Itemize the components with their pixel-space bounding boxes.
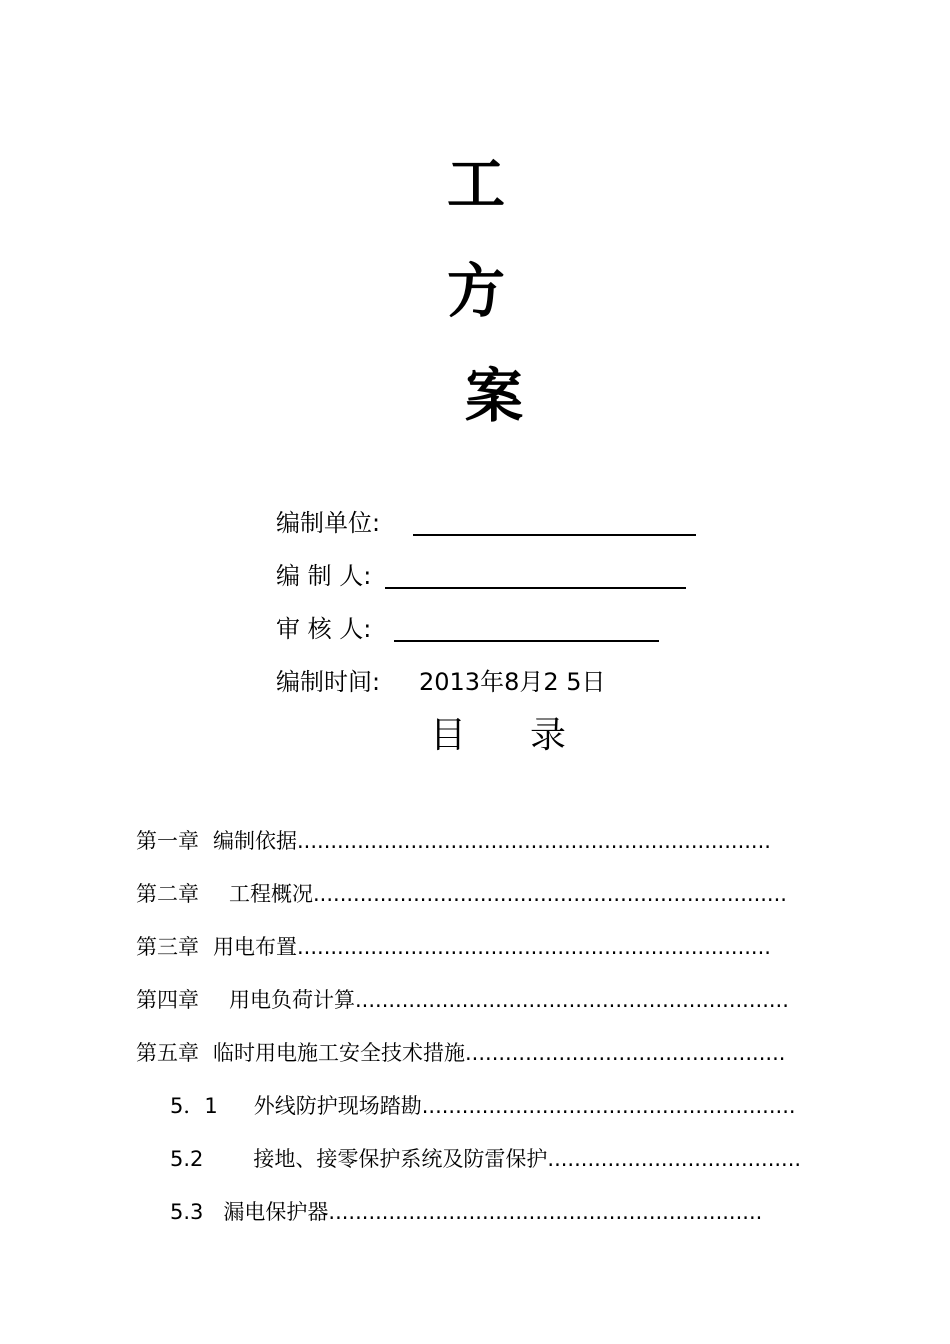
toc-chapter: 5.3 — [170, 1200, 204, 1224]
date-value: 2013年8月2 5日 — [419, 668, 606, 696]
toc-chapter: 第二章 — [136, 882, 199, 906]
reviewer-line — [276, 611, 716, 647]
reviewer-label: 审 核 人: — [276, 615, 372, 643]
reviewer-blank — [394, 640, 659, 642]
unit-line — [276, 505, 716, 541]
toc-leader-dots: ....................................................................... — [313, 882, 787, 906]
toc-item-5[interactable] — [136, 1038, 785, 1068]
toc-item-5-3[interactable] — [170, 1197, 762, 1227]
toc-text: 外线防护现场踏勘 — [253, 1094, 422, 1118]
toc-item-2[interactable] — [136, 879, 787, 909]
toc-title-right: 录 — [530, 715, 567, 756]
date-line — [276, 664, 716, 700]
toc-chapter: 5.2 — [170, 1147, 204, 1171]
toc-leader-dots: ........................................................ — [421, 1094, 796, 1118]
toc-item-5-2[interactable] — [170, 1144, 801, 1174]
toc-text: 接地、接零保护系统及防雷保护 — [253, 1147, 548, 1171]
toc-chapter: 第四章 — [136, 988, 199, 1012]
unit-blank — [413, 534, 696, 536]
cover-title-char-1: 工 — [447, 150, 506, 218]
toc-item-4[interactable] — [136, 985, 789, 1015]
toc-chapter: 5．1 — [170, 1094, 218, 1118]
author-line — [276, 558, 716, 594]
toc-item-3[interactable] — [136, 932, 771, 962]
cover-title-char-3: 案 — [465, 362, 524, 430]
toc-text: 工程概况 — [229, 882, 313, 906]
toc-text: 编制依据 — [213, 829, 297, 853]
toc-chapter: 第三章 — [136, 935, 199, 959]
toc-text: 临时用电施工安全技术措施 — [213, 1041, 465, 1065]
toc-title-left: 目 — [430, 715, 467, 756]
toc-item-5-1[interactable] — [170, 1091, 796, 1121]
toc-leader-dots: ...................................... — [547, 1147, 802, 1171]
toc-leader-dots: ....................................................................... — [297, 935, 771, 959]
toc-leader-dots: ................................................................. — [328, 1200, 763, 1224]
toc-chapter: 第一章 — [136, 829, 199, 853]
toc-text: 用电负荷计算 — [229, 988, 355, 1012]
cover-title-char-2: 方 — [447, 257, 506, 325]
toc-text: 用电布置 — [213, 935, 297, 959]
toc-leader-dots: ................................................ — [465, 1041, 786, 1065]
toc-text: 漏电保护器 — [223, 1200, 329, 1224]
toc-leader-dots: ................................................................. — [355, 988, 789, 1012]
author-label: 编 制 人: — [276, 562, 372, 590]
unit-label: 编制单位: — [276, 509, 381, 537]
toc-leader-dots: ....................................................................... — [297, 829, 771, 853]
author-blank — [385, 587, 686, 589]
toc-chapter: 第五章 — [136, 1041, 199, 1065]
date-label: 编制时间: — [276, 668, 381, 696]
toc-item-1[interactable] — [136, 826, 771, 856]
